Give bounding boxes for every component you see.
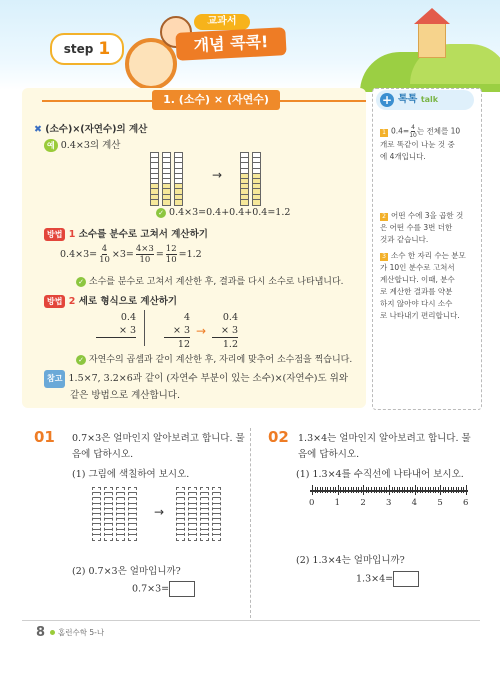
method-badge: 방법 — [44, 228, 65, 241]
minor-tick — [366, 487, 367, 493]
answer-equation: 1.3×4= — [356, 573, 394, 585]
minor-tick — [397, 487, 398, 493]
eq-part: =1.2 — [178, 249, 202, 260]
note-text: 0.4= — [391, 126, 410, 136]
minor-tick — [379, 487, 380, 493]
minor-tick — [420, 487, 421, 493]
minor-tick — [371, 487, 372, 493]
minor-tick — [392, 487, 393, 493]
book-title: 홈런수학 5-나 — [58, 628, 105, 637]
bar-cell — [253, 200, 260, 205]
question-line: 1.3×4는 얼마인지 알아보려고 합니다. 물 — [298, 433, 471, 444]
arrow-icon: → — [154, 505, 165, 519]
minor-tick — [433, 487, 434, 493]
minor-tick — [320, 487, 321, 493]
tick-label: 2 — [360, 498, 366, 508]
minor-tick — [428, 487, 429, 493]
castle-roof-icon — [414, 8, 450, 24]
eq-part: = — [155, 249, 164, 260]
minor-tick — [386, 487, 387, 493]
minor-tick — [456, 487, 457, 493]
bar-cell — [241, 200, 248, 205]
minor-tick — [361, 487, 362, 493]
tick-label: 1 — [334, 498, 341, 508]
minor-tick — [410, 487, 411, 493]
denominator: 10 — [139, 255, 151, 265]
minor-tick — [333, 487, 334, 493]
minor-tick — [315, 487, 316, 493]
question-1-text — [72, 431, 245, 463]
fraction — [409, 124, 417, 139]
minor-tick — [322, 487, 323, 493]
fraction — [99, 244, 110, 265]
minor-tick — [327, 487, 328, 493]
talk-note-3 — [380, 250, 476, 322]
numerator: 4 — [411, 124, 415, 131]
bullet-icon: ✖ — [34, 124, 42, 135]
calc-result: 12 — [177, 339, 190, 350]
calc-mid: × 3 — [164, 324, 190, 338]
question-2-sub1: (1) 1.3×4를 수직선에 나타내어 보시오. — [296, 469, 464, 480]
note-text: 개로 똑같이 나눈 것 중 — [380, 140, 455, 149]
question-line: 음에 답하시오. — [298, 449, 360, 460]
bar-cell — [175, 200, 182, 205]
minor-tick — [417, 487, 418, 493]
bar-cell — [177, 535, 184, 540]
minor-tick — [353, 487, 354, 493]
arrow-icon: → — [196, 324, 207, 338]
question-line: 음에 답하시오. — [72, 449, 134, 460]
note-text: 은 어떤 수를 3번 더한 — [380, 223, 453, 232]
minor-tick — [345, 487, 346, 493]
minor-tick — [399, 487, 400, 493]
example-text: 0.4×3의 계산 — [60, 140, 121, 151]
minor-tick — [374, 487, 375, 493]
tenths-bar[interactable] — [128, 487, 137, 541]
calc-mid: × 3 — [96, 324, 136, 338]
step-label: step — [63, 42, 94, 56]
question-line: 0.7×3은 얼마인지 알아보려고 합니다. 물 — [72, 433, 245, 444]
minor-tick — [461, 487, 462, 493]
minor-tick — [438, 487, 439, 493]
method-badge: 방법 — [44, 295, 65, 308]
check-icon: ✓ — [156, 208, 166, 218]
minor-tick — [368, 487, 369, 493]
minor-tick — [453, 487, 454, 493]
talk-title: 톡톡 — [398, 94, 418, 105]
tick-label: 6 — [463, 498, 469, 508]
section-title: 1. (소수) × (자연수) — [152, 90, 280, 110]
note-number: 3 — [380, 253, 388, 261]
eq-part: ×3= — [111, 249, 134, 260]
example-badge: 예 — [44, 139, 58, 152]
step-badge — [50, 33, 124, 65]
answer-box[interactable] — [393, 571, 419, 587]
bar-cell — [105, 535, 112, 540]
tenths-bar[interactable] — [176, 487, 185, 541]
question-2-sub2: (2) 1.3×4는 얼마입니까? — [296, 555, 405, 566]
minor-tick — [317, 487, 318, 493]
bar-cell — [213, 535, 220, 540]
tick-label: 3 — [386, 498, 392, 508]
minor-tick — [430, 487, 431, 493]
tenths-bar[interactable] — [188, 487, 197, 541]
talk-note-2 — [380, 210, 476, 246]
method1-note-text: 소수를 분수로 고쳐서 계산한 후, 결과를 다시 소수로 나타냅니다. — [88, 277, 344, 287]
minor-tick — [358, 487, 359, 493]
note-number: 1 — [380, 129, 388, 137]
calc-divider — [144, 310, 145, 346]
method2-note-text: 자연수의 곱셈과 같이 계산한 후, 자리에 맞추어 소수점을 찍습니다. — [88, 355, 353, 365]
note-text: 는 전체를 10 — [416, 126, 461, 136]
page-title: 개념 콕콕! — [175, 27, 286, 61]
minor-tick — [335, 487, 336, 493]
answer-box[interactable] — [169, 581, 195, 597]
bar-cell — [163, 200, 170, 205]
bar-cell — [93, 535, 100, 540]
question-2-text — [298, 431, 471, 463]
footer-dot — [50, 630, 55, 635]
method2-note — [76, 352, 352, 365]
minor-tick — [330, 487, 331, 493]
example-result-text: 0.4×3=0.4+0.4+0.4=1.2 — [169, 207, 291, 218]
minor-tick — [402, 487, 403, 493]
tenths-bar — [150, 152, 159, 206]
bar-cell — [189, 535, 196, 540]
calc-top: 0.4 — [222, 312, 238, 323]
numerator: 4 — [101, 244, 108, 254]
minor-tick — [351, 487, 352, 493]
question-2-number: 02 — [268, 428, 289, 446]
concept-heading-text: (소수)×(자연수)의 계산 — [45, 124, 148, 135]
question-1-sub2: (2) 0.7×3은 얼마입니까? — [72, 566, 181, 577]
minor-tick — [463, 487, 464, 493]
minor-tick — [407, 487, 408, 493]
vertical-calc-2 — [164, 311, 190, 351]
reference-badge: 참고 — [44, 370, 65, 388]
minor-tick — [343, 487, 344, 493]
tenths-bar — [252, 152, 261, 206]
bar-cell — [117, 535, 124, 540]
minor-tick — [376, 487, 377, 493]
minor-tick — [445, 487, 446, 493]
question-1-answer — [132, 581, 195, 597]
major-tick — [338, 485, 339, 495]
minor-tick — [340, 487, 341, 493]
question-1-number: 01 — [34, 428, 55, 446]
tenths-bar[interactable] — [104, 487, 113, 541]
talk-header — [376, 90, 474, 110]
question-1-sub1: (1) 그림에 색칠하여 보시오. — [72, 469, 190, 480]
concept-heading — [34, 121, 147, 135]
method2-title-text: 세로 형식으로 계산하기 — [78, 296, 178, 307]
method1-title-text: 소수를 분수로 고쳐서 계산하기 — [78, 229, 208, 240]
minor-tick — [325, 487, 326, 493]
minor-tick — [448, 487, 449, 493]
calc-top: 4 — [183, 312, 190, 323]
denominator: 10 — [99, 255, 110, 265]
minor-tick — [394, 487, 395, 493]
bar-cell — [151, 200, 158, 205]
calc-top: 0.4 — [120, 312, 136, 323]
method-number: 2 — [68, 296, 76, 307]
eq-part: 0.4×3= — [60, 249, 98, 260]
minor-tick — [356, 487, 357, 493]
bar-cell — [129, 535, 136, 540]
arrow-icon: → — [212, 168, 223, 182]
castle-icon — [418, 22, 446, 58]
question-2-answer — [356, 571, 419, 587]
talk-note-1 — [380, 124, 476, 163]
note-text: 소수 한 자리 수는 분모 — [391, 251, 466, 260]
major-tick — [415, 485, 416, 495]
note-text: 가 10인 분수로 고쳐서 — [380, 263, 455, 272]
tenths-bar — [240, 152, 249, 206]
method1-title — [44, 226, 208, 241]
reference-note — [44, 370, 348, 404]
tick-label: 0 — [309, 498, 315, 508]
minor-tick — [458, 487, 459, 493]
major-tick — [389, 485, 390, 495]
minor-tick — [443, 487, 444, 493]
major-tick — [312, 485, 313, 495]
numerator: 4×3 — [135, 244, 154, 254]
vertical-calc-1 — [96, 311, 136, 338]
check-icon: ✓ — [76, 277, 86, 287]
bar-cell — [201, 535, 208, 540]
numerator: 12 — [165, 244, 177, 254]
example-line — [44, 137, 120, 152]
note-text: 계산합니다. 이때, 분수 — [380, 275, 455, 284]
page-number: 8 — [36, 625, 46, 640]
note-text: 어떤 수에 3을 곱한 것 — [391, 211, 464, 220]
calc-mid: × 3 — [212, 324, 238, 338]
method-number: 1 — [68, 229, 76, 240]
tick-label: 4 — [411, 498, 418, 508]
major-tick — [466, 485, 467, 495]
footer-rule — [22, 620, 480, 621]
note-text: 것과 같습니다. — [380, 235, 429, 244]
step-number: 1 — [98, 39, 111, 59]
minor-tick — [422, 487, 423, 493]
method1-equation — [60, 244, 202, 265]
tenths-bar[interactable] — [116, 487, 125, 541]
note-text: 하지 않아야 다시 소수 — [380, 299, 453, 308]
note-text: 로 계산한 결과를 약분 — [380, 287, 453, 296]
fraction — [136, 244, 154, 265]
reference-line-1: 1.5×7, 3.2×6과 같이 (자연수 부분이 있는 소수)×(자연수)도 위와 — [68, 373, 349, 384]
tenths-bar[interactable] — [92, 487, 101, 541]
check-icon: ✓ — [76, 355, 86, 365]
method2-title — [44, 293, 177, 308]
major-tick — [440, 485, 441, 495]
talk-title-en: talk — [420, 95, 439, 104]
reference-line-2: 같은 방법으로 계산합니다. — [70, 390, 181, 401]
fraction — [166, 244, 177, 265]
minor-tick — [451, 487, 452, 493]
minor-tick — [412, 487, 413, 493]
denominator: 10 — [409, 132, 417, 139]
calc-result: 1.2 — [222, 339, 238, 350]
vertical-calc-3 — [212, 311, 238, 351]
note-text: 에 4개입니다. — [380, 152, 426, 161]
tenths-bar[interactable] — [200, 487, 209, 541]
example-result — [156, 207, 290, 218]
minor-tick — [404, 487, 405, 493]
tenths-bar — [174, 152, 183, 206]
textbook-badge: 교과서 — [194, 14, 250, 30]
answer-equation: 0.7×3= — [132, 583, 170, 595]
minor-tick — [435, 487, 436, 493]
note-text: 로 나타내기 편리합니다. — [380, 311, 460, 320]
major-tick — [363, 485, 364, 495]
plus-icon: + — [381, 93, 393, 107]
note-number: 2 — [380, 213, 388, 221]
method1-note — [76, 274, 344, 287]
column-divider — [250, 428, 251, 618]
minor-tick — [381, 487, 382, 493]
tenths-bar — [162, 152, 171, 206]
tenths-bar[interactable] — [212, 487, 221, 541]
minor-tick — [348, 487, 349, 493]
denominator: 10 — [165, 255, 177, 265]
tick-label: 5 — [437, 498, 443, 508]
minor-tick — [425, 487, 426, 493]
minor-tick — [384, 487, 385, 493]
